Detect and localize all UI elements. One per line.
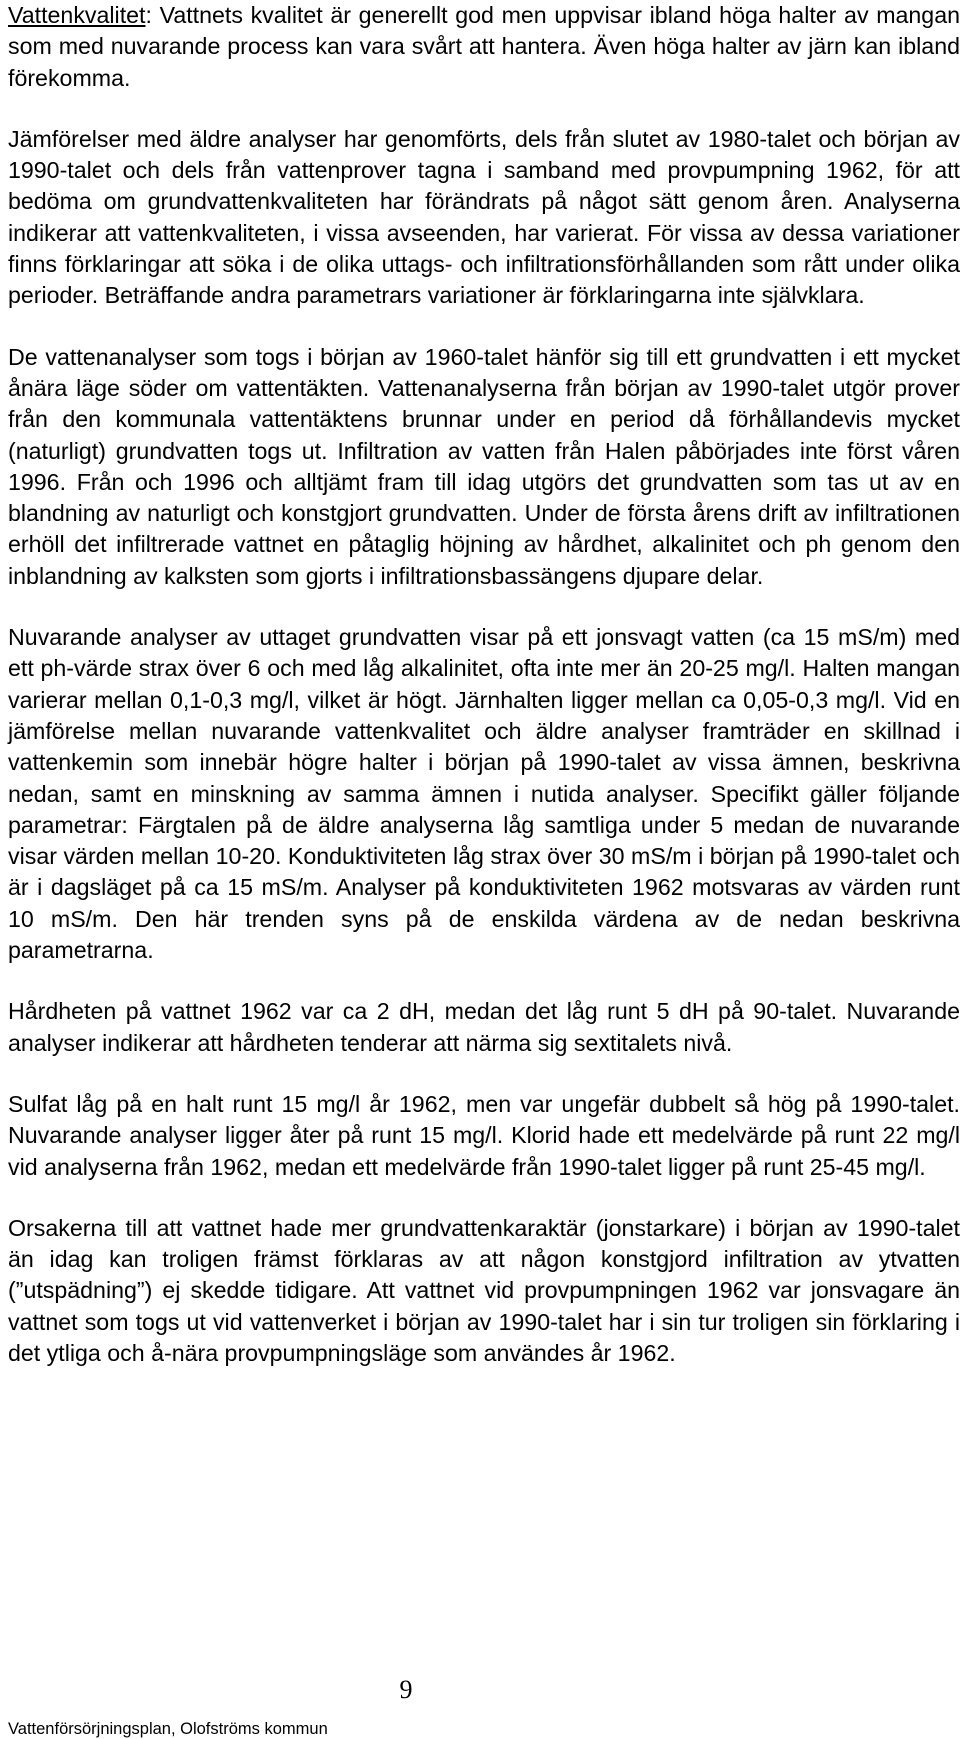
- page-number: 9: [399, 1675, 413, 1704]
- paragraph-sulfate-chloride: Sulfat låg på en halt runt 15 mg/l år 1962, men var ungefär dubbelt så hög på 1990-talet. Nuvarande analyser ligger åter på runt 15 mg/l. Klorid hade ett medelvärde på runt 22 mg/l vid analyserna från 1962, medan ett medelvärde från 1990-talet ligger på runt 25-45 mg/l.: [8, 1090, 960, 1180]
- section-label: Vattenkvalitet: [8, 2, 146, 28]
- intro-text: Vattnets kvalitet är generellt god men uppvisar ibland höga halter av mangan som med nuvarande process kan vara svårt att hantera. Även höga halter av järn kan ibland förekomma.: [8, 2, 960, 91]
- paragraph-causes: Orsakerna till att vattnet hade mer grundvattenkaraktär (jonstarkare) i början av 1990-talet än idag kan troligen främst förklaras av att någon konstgjord infiltration av ytvatten (”utspädning”) ej skedde tidigare. Att vattnet vid provpumpningen 1962 var jonsvagare än vattnet som togs ut vid vattenverket i början av 1990-talet har i sin tur troligen sin förklaring i det ytliga och å-nära provpumpningsläge som användes år 1962.: [8, 1214, 960, 1366]
- paragraph-analyses-history: De vattenanalyser som togs i början av 1960-talet hänför sig till ett grundvatten i ett mycket ånära läge söder om vattentäkten. Vattenanalyserna från början av 1990-talet utgör prover från den kommunala vattentäktens brunnar under en period då förhållandevis mycket (naturligt) grundvatten togs ut. Infiltration av vatten från Halen påbörjades inte först våren 1996. Från och 1996 och alltjämt fram till idag utgörs det grundvatten som tas ut av en blandning av naturligt och konstgjort grundvatten. Under de första årens drift av infiltrationen erhöll det infiltrerade vattnet en påtaglig höjning av hårdhet, alkalinitet och ph genom den inblandning av kalksten som gjorts i infiltrationsbassängens djupare delar.: [8, 343, 960, 589]
- footer-text: Vattenförsörjningsplan, Olofströms kommun: [8, 1720, 328, 1738]
- paragraph-comparisons: Jämförelser med äldre analyser har genomförts, dels från slutet av 1980-talet och början av 1990-talet och dels från vattenprover tagna i samband med provpumpning 1962, för att bedöma om grundvattenkvaliteten har förändrats på något sätt genom åren. Analyserna indikerar att vattenkvaliteten, i vissa avseenden, har varierat. För vissa av dessa variationer finns förklaringar att söka i de olika uttags- och infiltrationsförhållanden som rått under olika perioder. Beträffande andra parametrars variationer är förklaringarna inte självklara.: [8, 125, 960, 309]
- paragraph-current-analyses: Nuvarande analyser av uttaget grundvatten visar på ett jonsvagt vatten (ca 15 mS/m) med ett ph-värde strax över 6 och med låg alkalinitet, ofta inte mer än 20-25 mg/l. Halten mangan varierar mellan 0,1-0,3 mg/l, vilket är högt. Järnhalten ligger mellan ca 0,05-0,3 mg/l. Vid en jämförelse mellan nuvarande vattenkvalitet och äldre analyser framträder en skillnad i vattenkemin som innebär högre halter i början på 1990-talet av vissa ämnen, beskrivna nedan, samt en minskning av samma ämnen i nutida analyser. Specifikt gäller följande parametrar: Färgtalen på de äldre analyserna låg samtliga under 5 medan de nuvarande visar värden mellan 10-20. Konduktiviteten låg strax över 30 mS/m i början på 1990-talet och är i dagsläget på ca 15 mS/m. Analyser på konduktiviteten 1962 motsvaras av värden runt 10 mS/m. Den här trenden syns på de enskilda värdena av de nedan beskrivna parametrarna.: [8, 624, 960, 964]
- document-body: [8, 0, 960, 1399]
- intro-paragraph: [8, 0, 960, 94]
- paragraph-hardness: Hårdheten på vattnet 1962 var ca 2 dH, medan det låg runt 5 dH på 90-talet. Nuvarande analyser indikerar att hårdheten tenderar att närma sig sextitalets nivå.: [8, 998, 960, 1056]
- section-label-colon: :: [145, 2, 152, 28]
